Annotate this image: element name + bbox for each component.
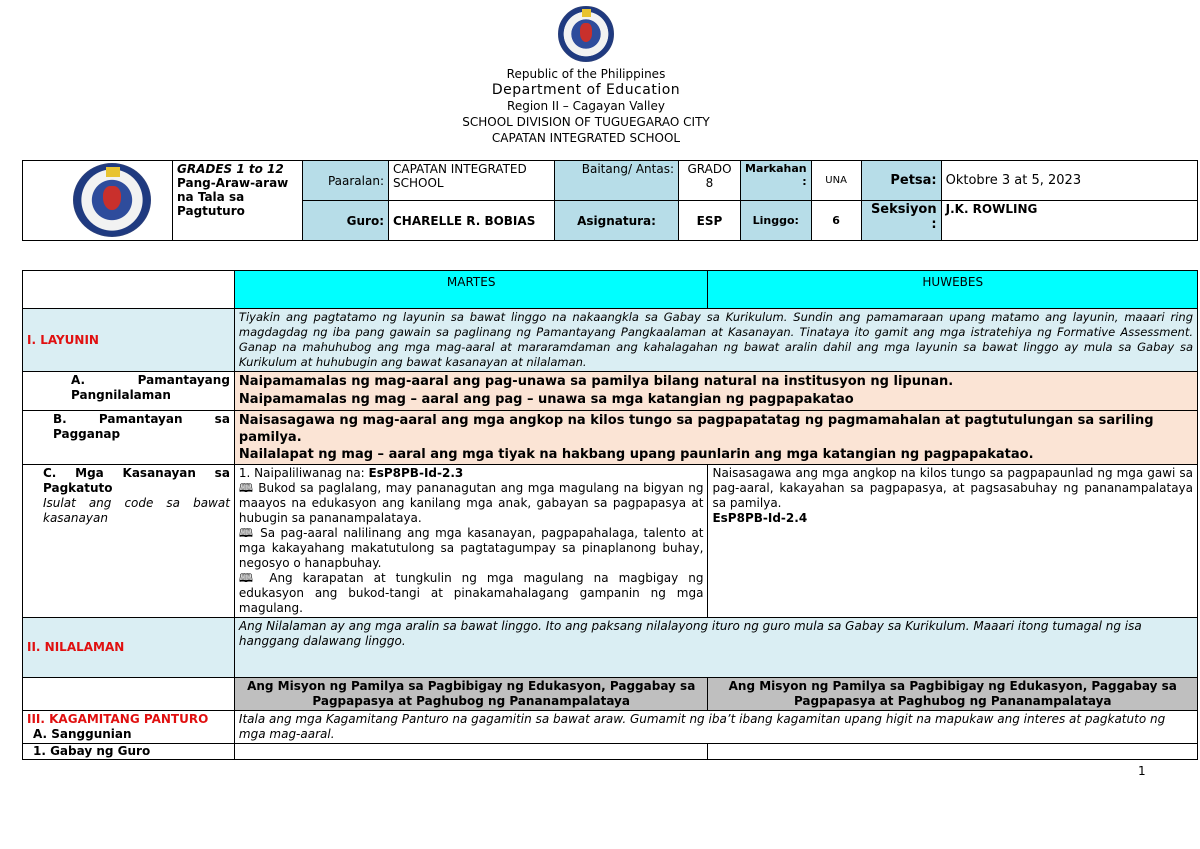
pangnilalaman-line-2: Naipamamalas ng mag – aaral ang pag – unawa sa mga katangian ng pagpapakatao: [238, 392, 854, 407]
page-number: 1: [1138, 764, 1146, 778]
petsa-label: Petsa:: [861, 161, 941, 201]
bullet-item-2: [239, 526, 704, 571]
gabay-martes: [234, 744, 708, 760]
bullet-text-2: Sa pag-aaral nalilinang ang mga kasanayan, pagpapahalaga, talento at mga kakayahang makatutulong sa pagtatagumpay sa pinaplanong buhay, negosyo o hanapbuhay.: [238, 526, 704, 570]
nilalaman-text: Ang Nilalaman ay ang mga aralin sa bawat linggo. Ito ang paksang nilalayong ituro ng guro mula sa Gabay sa Kurikulum. Maaari itong tumagal ng isa hanggang dalawang linggo.: [234, 618, 1197, 678]
kasanayan-label: C. Mga Kasanayan sa Pagkatuto: [43, 466, 230, 495]
intro-text: 1. Naipaliliwanag na:: [238, 466, 369, 480]
book-bullet-icon: 🕮: [238, 571, 260, 585]
code-1: EsP8PB-Id-2.3: [368, 466, 464, 480]
gabay-huwebes: [708, 744, 1198, 760]
book-bullet-icon: 🕮: [238, 526, 255, 540]
grades-label: GRADES 1 to 12: [177, 162, 284, 176]
asignatura-label: Asignatura:: [555, 201, 679, 241]
gabay-label: 1. Gabay ng Guro: [23, 744, 235, 760]
topic-huwebes: Ang Misyon ng Pamilya sa Pagbibigay ng Edukasyon, Paggabay sa Pagpapasya at Paghubog ng Pananampalataya: [708, 678, 1198, 711]
paaralan-value: CAPATAN INTEGRATED SCHOOL: [389, 161, 555, 201]
bullet-item-3: [239, 571, 704, 616]
pamantayang-pangnilalaman-text: [234, 372, 1197, 411]
kasanayan-sub: Isulat ang code sa bawat kasanayan: [43, 496, 230, 525]
header-line-4: SCHOOL DIVISION OF TUGUEGARAO CITY: [462, 115, 710, 129]
pamantayan-pagganap-label: B. Pamantayan sa Pagganap: [23, 411, 235, 465]
kasanayan-label-cell: [23, 465, 235, 618]
layunin-text: Tiyakin ang pagtatamo ng layunin sa bawat linggo na nakaangkla sa Gabay sa Kurikulum. Sundin ang pamamaraan upang matamo ang layunin, maaari ring magdagdag ng iba pang gawain sa paglinang ng Pamantayang Pangkaalaman at Kasanayan. Tinataya ito gamit ang mga istratehiya ng Formative Assessment. Ganap na mahuhubog ang mga mag-aaral at mararamdaman ang kahalagahan ng bawat aralin dahil ang mga layunin sa bawat linggo ay mula sa Gabay sa Kurikulum at huhubugin ang bawat kasanayan at nilalaman.: [234, 309, 1197, 372]
linggo-label: Linggo:: [741, 201, 812, 241]
header-line-1: Republic of the Philippines: [506, 67, 666, 81]
kagamitan-label-cell: [23, 711, 235, 744]
kasanayan-huwebes-text: Naisasagawa ang mga angkop na kilos tungo sa pagpapaunlad ng mga gawi sa pag-aaral, kakayahan sa pagpapasya, at pagsasabuhay ng pananampalataya sa pamilya.: [712, 466, 1193, 510]
deped-seal-top: [558, 6, 614, 62]
nilalaman-label: II. NILALAMAN: [23, 618, 235, 678]
pagganap-line-1: Naisasagawa ng mag-aaral ang mga angkop na kilos tungo sa pagpapatatag ng pagmamahalan at pagtutulungan sa sariling pamilya.: [238, 413, 1154, 445]
bullet-item-1: [239, 481, 704, 526]
sanggunian-label: A. Sanggunian: [33, 727, 132, 741]
lesson-plan-table: [22, 270, 1198, 760]
guro-label: Guro:: [303, 201, 389, 241]
bullet-text-1: Bukod sa paglalang, may pananagutan ang mga magulang na bigyan ng maayos na edukasyon ang kanilang mga anak, gabayan sa pagpapasya at hubugin sa pananampalataya.: [238, 481, 704, 525]
kagamitan-label: III. KAGAMITANG PANTURO: [27, 712, 209, 726]
markahan-value: UNA: [811, 161, 861, 201]
seksiyon-label: Seksiyon :: [861, 201, 941, 241]
pamantayang-pangnilalaman-label: A. Pamantayang Pangnilalaman: [23, 372, 235, 411]
topic-martes: Ang Misyon ng Pamilya sa Pagbibigay ng Edukasyon, Paggabay sa Pagpapasya at Paghubog ng Pananampalataya: [234, 678, 708, 711]
petsa-value: Oktobre 3 at 5, 2023: [941, 161, 1197, 201]
asignatura-value: ESP: [679, 201, 741, 241]
doc-title-cell: [173, 161, 303, 241]
seksiyon-value: J.K. ROWLING: [941, 201, 1197, 241]
kasanayan-huwebes: [708, 465, 1198, 618]
day-header-1: MARTES: [234, 271, 708, 309]
header-line-3: Region II – Cagayan Valley: [507, 99, 665, 113]
letterhead: [0, 66, 1172, 146]
topic-blank-cell: [23, 678, 235, 711]
kagamitan-text: Itala ang mga Kagamitang Panturo na gagamitin sa bawat araw. Gumamit ng iba’t ibang kagamitan upang higit na mapukaw ang interes at pagkatuto ng mga mag-aaral.: [234, 711, 1197, 744]
linggo-value: 6: [811, 201, 861, 241]
markahan-label: Markahan :: [741, 161, 812, 201]
logo-cell: [23, 161, 173, 241]
paaralan-label: Paaralan:: [303, 161, 389, 201]
header-line-2: Department of Education: [491, 82, 681, 98]
layunin-label: I. LAYUNIN: [23, 309, 235, 372]
book-bullet-icon: 🕮: [238, 481, 254, 495]
doc-type-label: Pang-Araw-araw na Tala sa Pagtuturo: [177, 176, 289, 218]
kasanayan-martes-intro: [239, 466, 704, 481]
deped-seal-small: [73, 163, 151, 237]
day-header-2: HUWEBES: [708, 271, 1198, 309]
baitang-value: GRADO 8: [679, 161, 741, 201]
pangnilalaman-line-1: Naipamamalas ng mag-aaral ang pag-unawa sa pamilya bilang natural na institusyon ng lipunan.: [238, 374, 954, 389]
code-2: EsP8PB-Id-2.4: [712, 511, 808, 525]
header-line-5: CAPATAN INTEGRATED SCHOOL: [491, 131, 681, 145]
corner-cell: [23, 271, 235, 309]
pamantayan-pagganap-text: [234, 411, 1197, 465]
baitang-label: Baitang/ Antas:: [555, 161, 679, 201]
pagganap-line-2: Nailalapat ng mag – aaral ang mga tiyak na hakbang upang paunlarin ang mga katangian ng pagpapakatao.: [238, 447, 1034, 462]
bullet-text-3: Ang karapatan at tungkulin ng mga magulang na magbigay ng edukasyon ang bukod-tangi at pinakamahalagang gampanin ng mga magulang.: [238, 571, 704, 615]
info-table: [22, 160, 1198, 241]
guro-value: CHARELLE R. BOBIAS: [389, 201, 555, 241]
kasanayan-martes: [234, 465, 708, 618]
